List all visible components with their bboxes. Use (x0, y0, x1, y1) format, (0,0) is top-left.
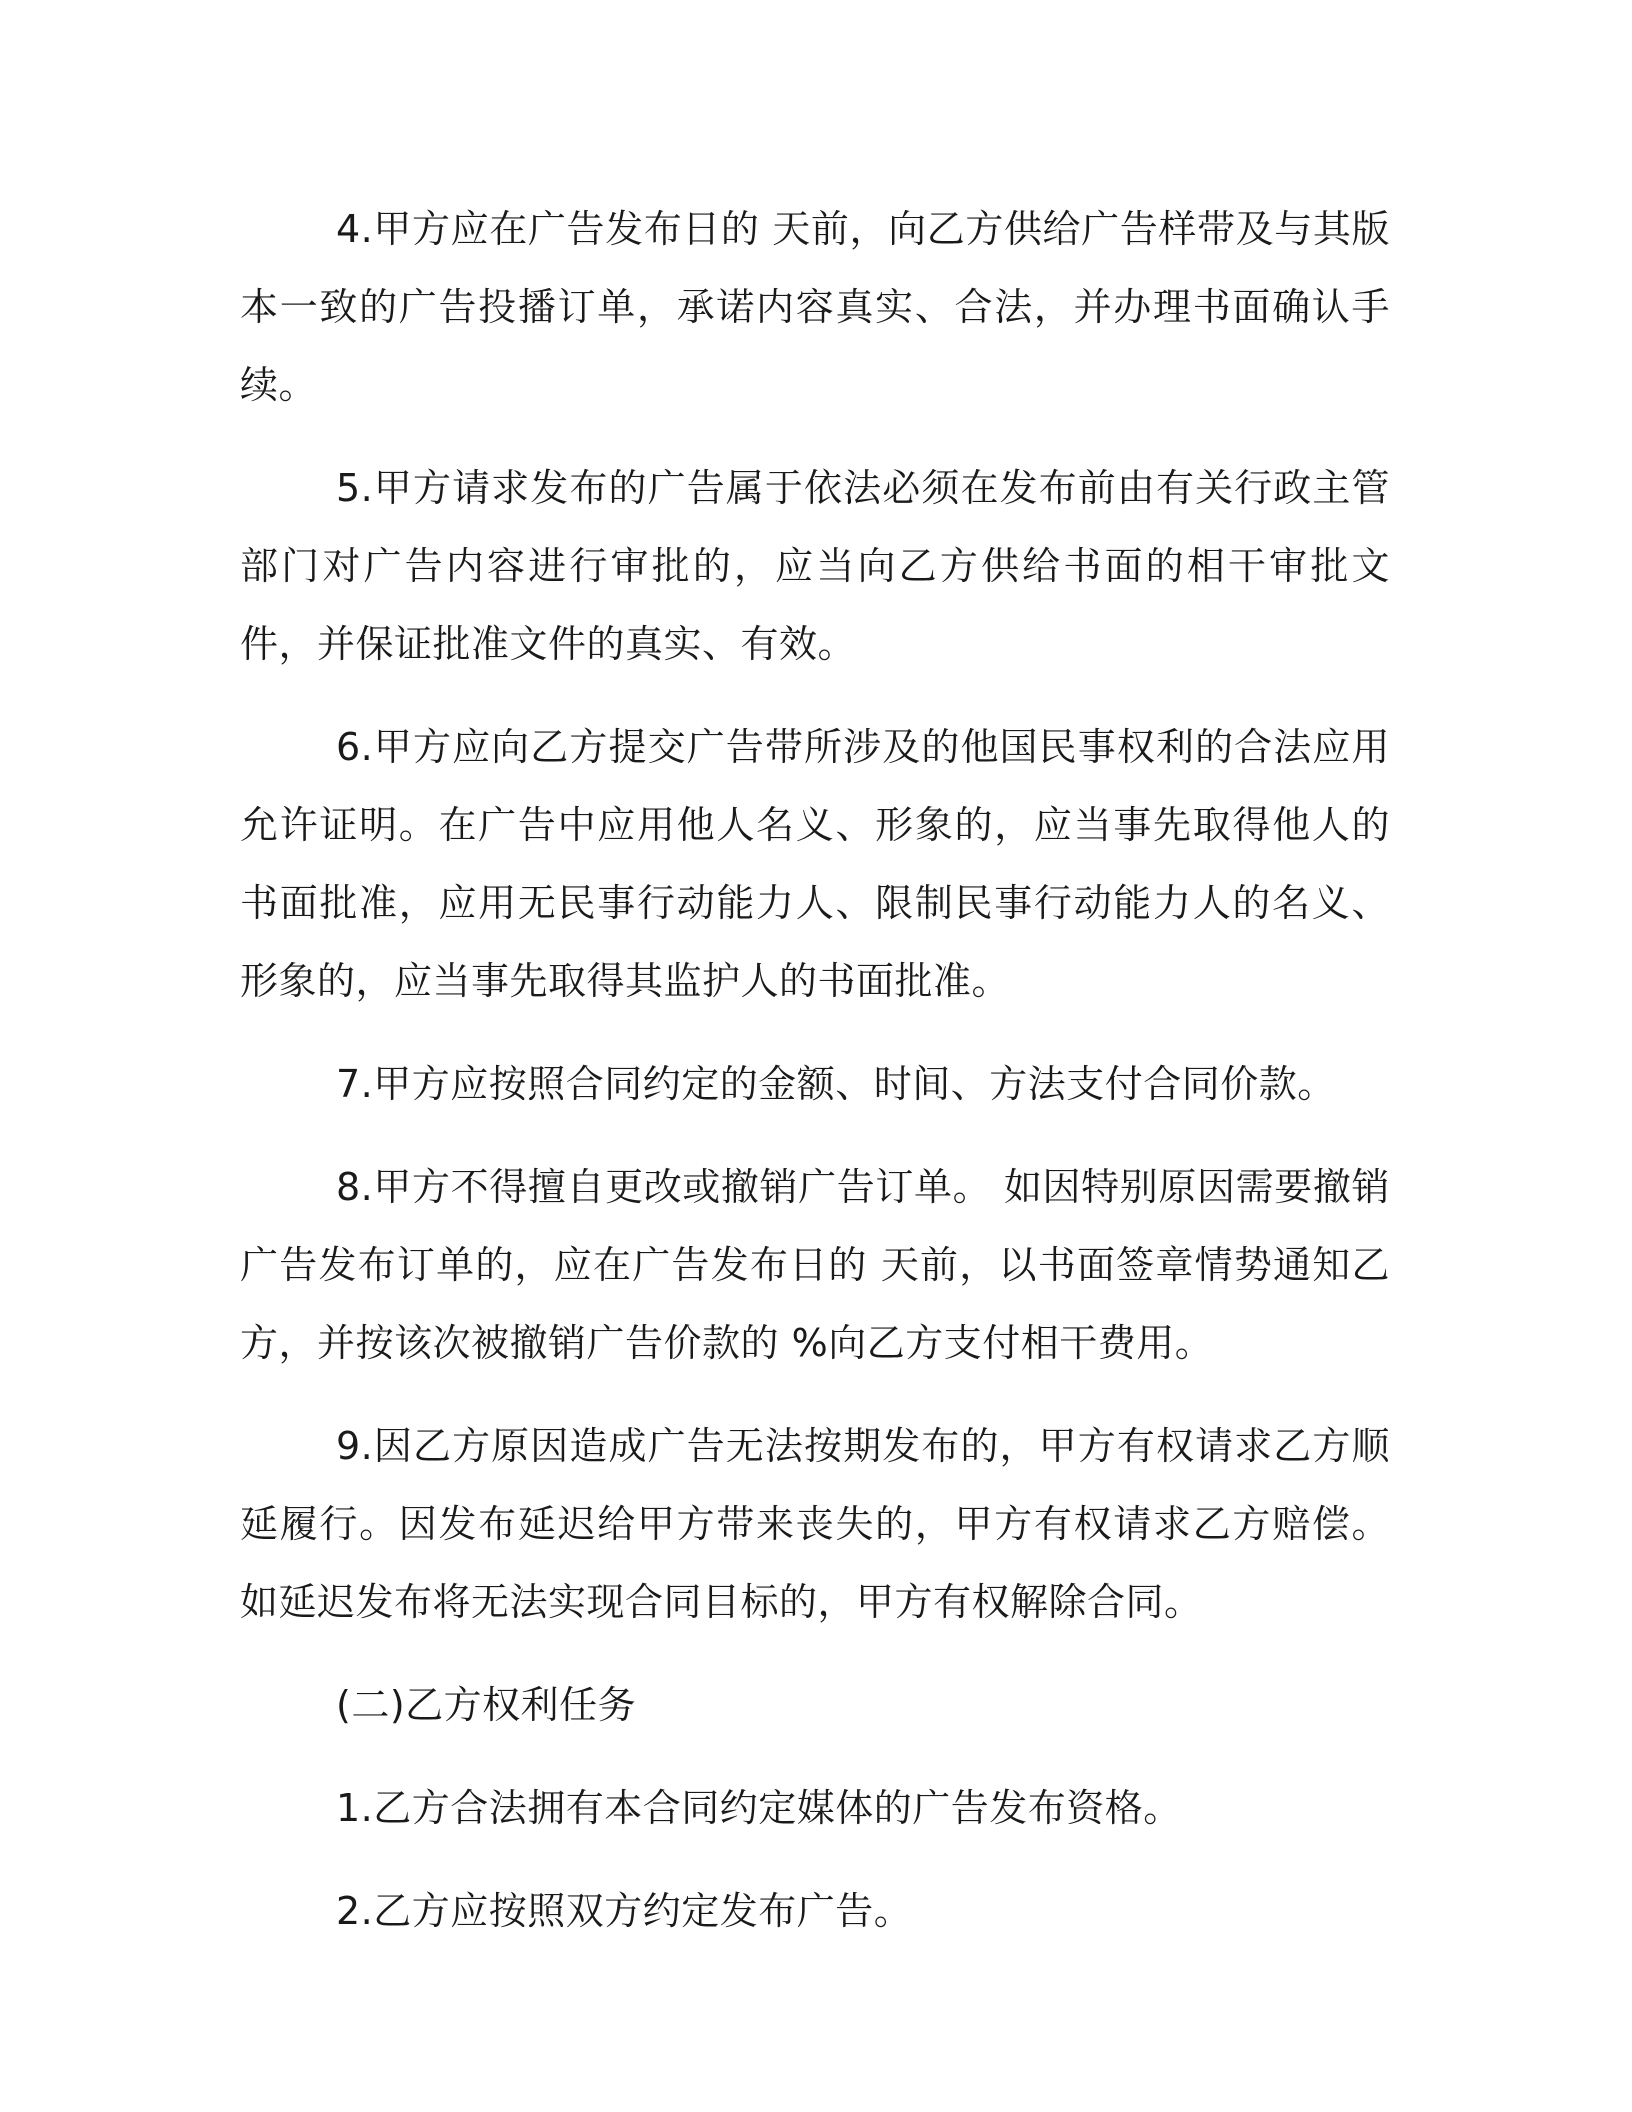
paragraph-party-b-1: 1.乙方合法拥有本合同约定媒体的广告发布资格。 (336, 1786, 1182, 1830)
paragraph-item-6: 6.甲方应向乙方提交广告带所涉及的他国民事权利的合法应用允许证明。在广告中应用他人名义、形象的，应当事先取得他人的书面批准，应用无民事行动能力人、限制民事行动能力人的名义、形象的，应当事先取得其监护人的书面批准。 (240, 725, 1390, 1003)
section-heading-party-b: (二)乙方权利任务 (336, 1683, 637, 1727)
paragraph-item-4: 4.甲方应在广告发布日的 天前，向乙方供给广告样带及与其版本一致的广告投播订单，承诺内容真实、合法，并办理书面确认手续。 (240, 207, 1390, 407)
paragraph-item-8: 8.甲方不得擅自更改或撤销广告订单。 如因特别原因需要撤销广告发布订单的，应在广告发布日的 天前，以书面签章情势通知乙方，并按该次被撤销广告价款的 %向乙方支付相干费用。 (240, 1165, 1390, 1365)
paragraph-item-5: 5.甲方请求发布的广告属于依法必须在发布前由有关行政主管部门对广告内容进行审批的，应当向乙方供给书面的相干审批文件，并保证批准文件的真实、有效。 (240, 466, 1390, 666)
paragraph-item-7: 7.甲方应按照合同约定的金额、时间、方法支付合同价款。 (336, 1062, 1336, 1106)
document-body (240, 190, 1390, 1975)
paragraph-item-9: 9.因乙方原因造成广告无法按期发布的，甲方有权请求乙方顺延履行。因发布延迟给甲方带来丧失的，甲方有权请求乙方赔偿。如延迟发布将无法实现合同目标的，甲方有权解除合同。 (240, 1424, 1390, 1624)
paragraph-party-b-2: 2.乙方应按照双方约定发布广告。 (336, 1889, 913, 1933)
